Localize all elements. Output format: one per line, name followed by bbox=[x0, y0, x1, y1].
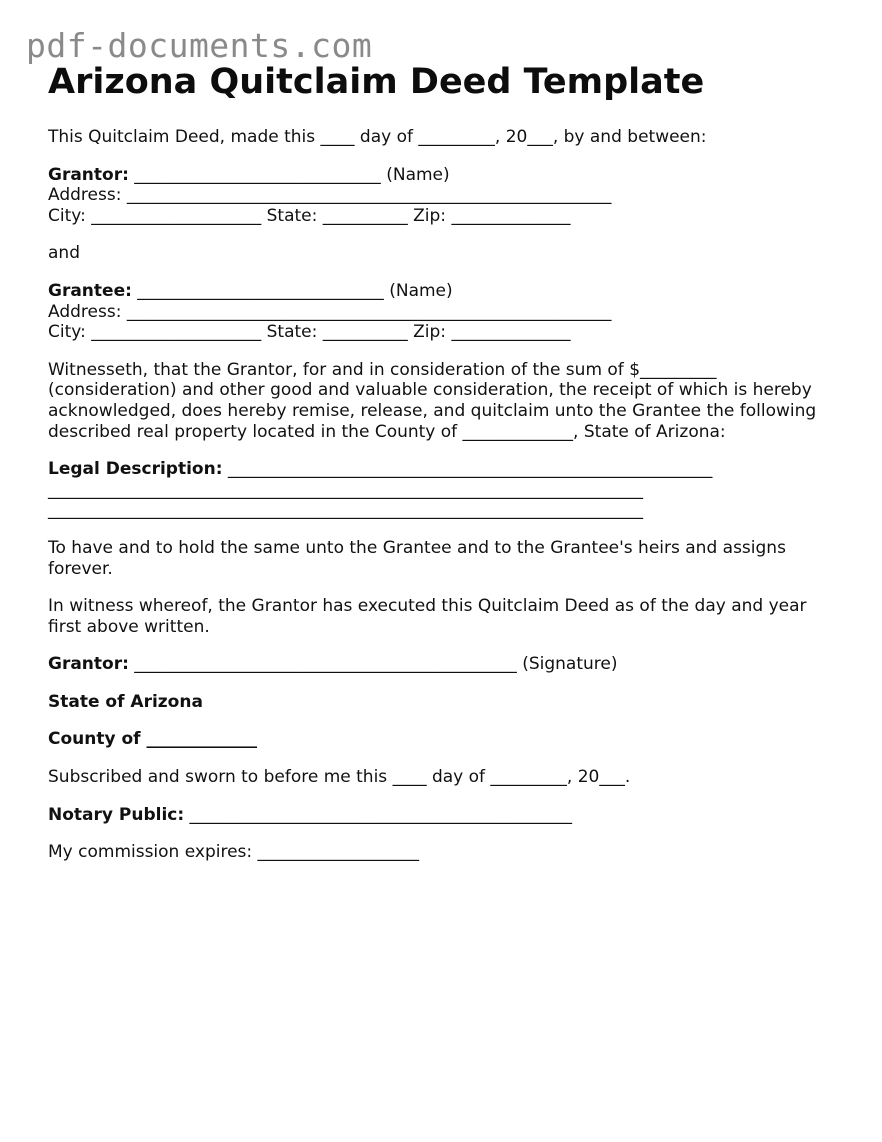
deed-body bbox=[48, 127, 848, 880]
grantee-address-line: Address: _________________________________________________________ bbox=[48, 301, 612, 322]
and-text: and bbox=[48, 243, 80, 264]
grantor-address-line: Address: _________________________________________________________ bbox=[48, 185, 612, 206]
legal-description-blank: ______________________________________________________________________ bbox=[48, 500, 643, 521]
legal-description-section bbox=[48, 459, 848, 521]
grantee-section bbox=[48, 281, 848, 343]
grantor-signature-field: _____________________________________________ (Signature) bbox=[128, 654, 618, 675]
intro-paragraph: This Quitclaim Deed, made this ____ day of _________, 20___, by and between: bbox=[48, 127, 707, 147]
state-heading bbox=[48, 692, 848, 713]
grantor-name-line bbox=[48, 165, 848, 186]
notary-label: Notary Public: bbox=[48, 804, 185, 825]
grantor-signature-label: Grantor: bbox=[48, 654, 129, 675]
county-heading bbox=[48, 729, 848, 750]
grantee-label: Grantee: bbox=[48, 280, 132, 301]
grantor-signature-line bbox=[48, 654, 848, 675]
notary-signature-field: _____________________________________________ bbox=[184, 804, 573, 825]
grantee-name-field: _____________________________ (Name) bbox=[131, 280, 453, 301]
witnesseth-line: acknowledged, does hereby remise, release, and quitclaim unto the Grantee the following bbox=[48, 400, 817, 421]
watermark: pdf-documents.com bbox=[26, 26, 373, 65]
witnesseth-line: (consideration) and other good and valuable consideration, the receipt of which is hereby bbox=[48, 380, 812, 401]
witnesseth-paragraph bbox=[48, 360, 848, 442]
witnesseth-line: Witnesseth, that the Grantor, for and in consideration of the sum of $_________ bbox=[48, 359, 717, 380]
county-label: County of _____________ bbox=[48, 729, 257, 750]
habendum-line: forever. bbox=[48, 558, 113, 579]
witnesseth-line: described real property located in the County of _____________, State of Arizona: bbox=[48, 421, 726, 442]
habendum-line: To have and to hold the same unto the Grantee and to the Grantee's heirs and assigns bbox=[48, 537, 786, 558]
page-title: Arizona Quitclaim Deed Template bbox=[48, 62, 705, 102]
grantee-name-line bbox=[48, 281, 848, 302]
subscribed-paragraph: Subscribed and sworn to before me this ____ day of _________, 20___. bbox=[48, 767, 631, 788]
witness-whereof-line: first above written. bbox=[48, 616, 210, 637]
habendum-paragraph bbox=[48, 538, 848, 579]
grantor-label: Grantor: bbox=[48, 164, 129, 185]
commission-line: My commission expires: ___________________ bbox=[48, 842, 420, 863]
legal-description-blank: ______________________________________________________________________ bbox=[48, 479, 643, 500]
witness-whereof-line: In witness whereof, the Grantor has executed this Quitclaim Deed as of the day and year bbox=[48, 596, 807, 617]
grantee-city-line: City: ____________________ State: __________ Zip: ______________ bbox=[48, 322, 571, 343]
notary-line bbox=[48, 805, 848, 826]
legal-description-line bbox=[48, 459, 848, 480]
grantor-section bbox=[48, 165, 848, 227]
witness-whereof-paragraph bbox=[48, 596, 848, 637]
legal-description-label: Legal Description: bbox=[48, 459, 223, 480]
grantor-name-field: _____________________________ (Name) bbox=[128, 164, 450, 185]
state-label: State of Arizona bbox=[48, 691, 203, 712]
legal-description-field: _________________________________________________________ bbox=[222, 459, 713, 480]
grantor-city-line: City: ____________________ State: __________ Zip: ______________ bbox=[48, 205, 571, 226]
